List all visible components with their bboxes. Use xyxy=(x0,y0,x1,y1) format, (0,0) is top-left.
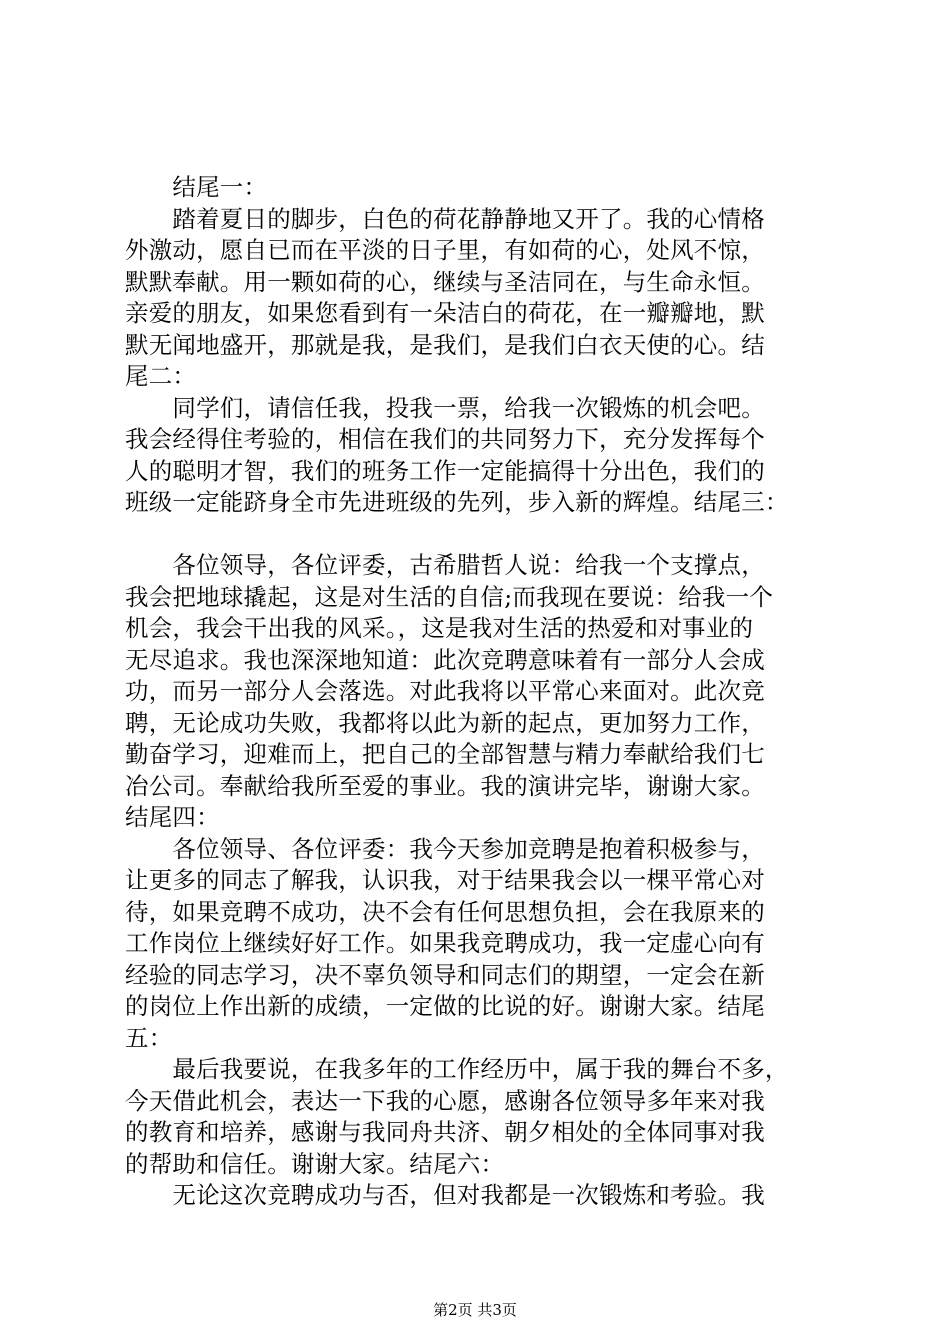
text-line: 无论这次竞聘成功与否，但对我都是一次锻炼和考验。我 xyxy=(125,1181,765,1209)
text-line: 各位领导、各位评委：我今天参加竞聘是抱着积极参与， xyxy=(125,834,765,863)
text-line: 五： xyxy=(125,1023,173,1052)
text-line: 结尾四： xyxy=(125,803,220,831)
text-line: 默无闻地盛开，那就是我，是我们，是我们白衣天使的心。结 xyxy=(125,330,765,359)
text-line: 我会经得住考验的，相信在我们的共同努力下，充分发挥每个 xyxy=(125,425,765,453)
text-line: 冶公司。奉献给我所至爱的事业。我的演讲完毕，谢谢大家。 xyxy=(125,771,765,800)
blank-line xyxy=(125,519,835,551)
text-line: 无尽追求。我也深深地知道：此次竞聘意味着有一部分人会成 xyxy=(125,645,765,674)
text-line: 经验的同志学习，决不辜负领导和同志们的期望，一定会在新 xyxy=(125,960,765,989)
document-body xyxy=(125,172,835,1212)
text-line: 工作岗位上继续好好工作。如果我竞聘成功，我一定虚心向有 xyxy=(125,929,765,957)
text-line: 踏着夏日的脚步，白色的荷花静静地又开了。我的心情格 xyxy=(125,204,765,233)
text-line: 默默奉献。用一颗如荷的心，继续与圣洁同在，与生命永恒。 xyxy=(125,267,765,296)
text-line: 勤奋学习，迎难而上，把自己的全部智慧与精力奉献给我们七 xyxy=(125,740,765,768)
text-line: 的教育和培养，感谢与我同舟共济、朝夕相处的全体同事对我 xyxy=(125,1118,765,1146)
text-line: 各位领导，各位评委，古希腊哲人说：给我一个支撑点， xyxy=(125,551,765,579)
text-line: 人的聪明才智，我们的班务工作一定能搞得十分出色，我们的 xyxy=(125,456,765,485)
text-line: 让更多的同志了解我，认识我，对于结果我会以一棵平常心对 xyxy=(125,866,765,894)
text-line: 外激动，愿自已而在平淡的日子里，有如荷的心，处风不惊， xyxy=(125,236,765,264)
text-line: 同学们，请信任我，投我一票，给我一次锻炼的机会吧。 xyxy=(125,393,765,422)
text-line: 待，如果竞聘不成功，决不会有任何思想负担，会在我原来的 xyxy=(125,897,765,926)
text-line: 最后我要说，在我多年的工作经历中，属于我的舞台不多， xyxy=(125,1055,789,1083)
text-line: 的岗位上作出新的成绩，一定做的比说的好。谢谢大家。结尾 xyxy=(125,992,765,1020)
text-line: 的帮助和信任。谢谢大家。结尾六： xyxy=(125,1149,505,1178)
text-line: 尾二： xyxy=(125,362,197,390)
text-line: 我会把地球撬起，这是对生活的自信;而我现在要说：给我一个 xyxy=(125,582,774,611)
text-line: 聘，无论成功失败，我都将以此为新的起点，更加努力工作， xyxy=(125,708,765,737)
page-number-footer: 第2页 共3页 xyxy=(433,1301,517,1319)
text-line: 今天借此机会，表达一下我的心愿，感谢各位领导多年来对我 xyxy=(125,1086,765,1115)
text-line: 班级一定能跻身全市先进班级的先列，步入新的辉煌。结尾三： xyxy=(125,488,789,516)
text-line: 亲爱的朋友，如果您看到有一朵洁白的荷花，在一瓣瓣地，默 xyxy=(125,299,765,327)
text-line: 功，而另一部分人会落选。对此我将以平常心来面对。此次竞 xyxy=(125,677,765,705)
text-line: 机会，我会干出我的风采。，这是我对生活的热爱和对事业的 xyxy=(125,614,754,642)
text-line: 结尾一： xyxy=(125,173,268,201)
